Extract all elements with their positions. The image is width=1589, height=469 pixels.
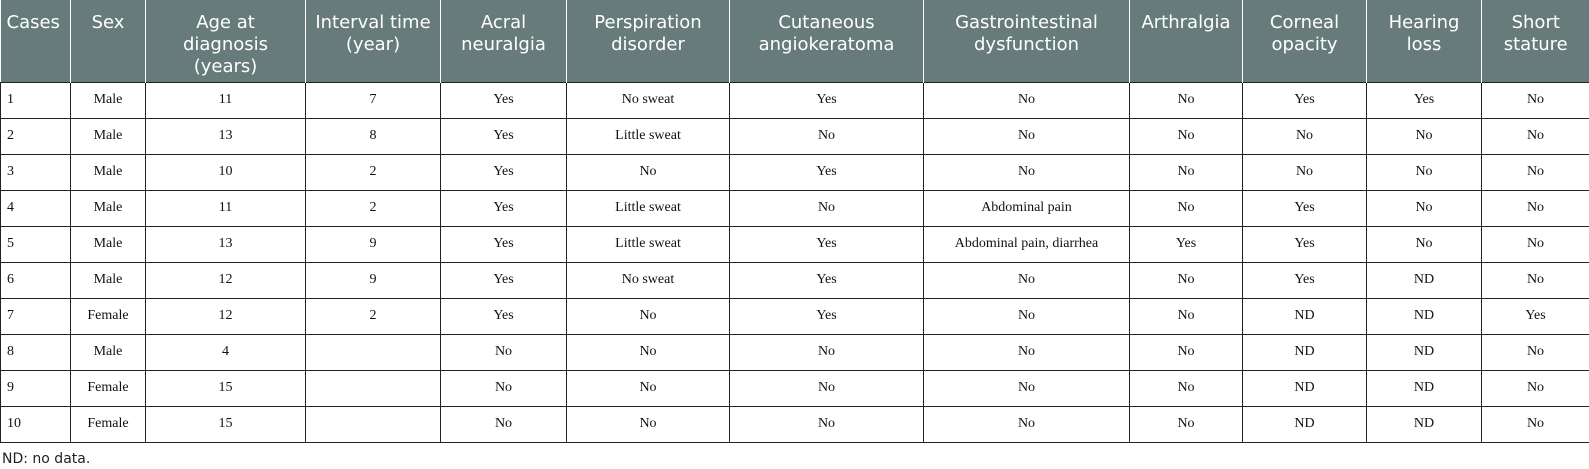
table-cell: ND (1367, 262, 1482, 298)
table-cell: No (924, 262, 1130, 298)
table-cell: No (1482, 334, 1589, 370)
table-row (1, 190, 1589, 226)
table-cell: 2 (306, 190, 441, 226)
column-header: Hearing loss (1367, 0, 1482, 82)
table-cell: Female (71, 298, 146, 334)
table-cell: ND (1243, 370, 1367, 406)
table-cell: Yes (441, 118, 567, 154)
table-cell: 8 (306, 118, 441, 154)
table-cell: No sweat (567, 262, 730, 298)
table-cell: Male (71, 262, 146, 298)
table-cell: ND (1367, 406, 1482, 442)
table-cell: Yes (1243, 226, 1367, 262)
table-cell: 5 (1, 226, 71, 262)
table-cell: Yes (1367, 82, 1482, 118)
table-cell: No (1243, 154, 1367, 190)
table-cell: No (924, 154, 1130, 190)
table-cell: No (730, 190, 924, 226)
table-cell: No (1130, 406, 1243, 442)
table-cell: 9 (1, 370, 71, 406)
table-cell: No (441, 334, 567, 370)
table-cell (306, 406, 441, 442)
table-cell: No (441, 370, 567, 406)
table-cell: Abdominal pain (924, 190, 1130, 226)
table-cell: Yes (1243, 82, 1367, 118)
table-cell: 4 (1, 190, 71, 226)
table-row (1, 370, 1589, 406)
table-cell: 7 (1, 298, 71, 334)
column-header: Corneal opacity (1243, 0, 1367, 82)
header-row (1, 0, 1589, 82)
table-cell: No (1367, 190, 1482, 226)
table-cell: No (1482, 118, 1589, 154)
table-cell: ND (1367, 298, 1482, 334)
table-cell: 9 (306, 226, 441, 262)
table-cell: No (924, 370, 1130, 406)
table-cell: No (1482, 82, 1589, 118)
column-header: Age at diagnosis (years) (146, 0, 306, 82)
table-cell: 4 (146, 334, 306, 370)
table-row (1, 82, 1589, 118)
table-cell: Yes (730, 82, 924, 118)
table-cell: No (1130, 82, 1243, 118)
table-cell: Abdominal pain, diarrhea (924, 226, 1130, 262)
table-footnote: ND: no data. (2, 451, 91, 467)
table-cell: No (1367, 118, 1482, 154)
table-row (1, 226, 1589, 262)
column-header: Gastrointestinal dysfunction (924, 0, 1130, 82)
table-cell: Yes (730, 298, 924, 334)
table-cell: Little sweat (567, 118, 730, 154)
table-cell: No (1130, 262, 1243, 298)
table-header (1, 0, 1589, 82)
table-cell: 15 (146, 406, 306, 442)
table-cell: ND (1367, 370, 1482, 406)
table-cell: Yes (441, 226, 567, 262)
table-cell: Little sweat (567, 226, 730, 262)
table-cell: No (1482, 190, 1589, 226)
table-cell: 7 (306, 82, 441, 118)
table-cell: No (1482, 406, 1589, 442)
table-cell: 11 (146, 82, 306, 118)
table-cell: No sweat (567, 82, 730, 118)
table-cell: No (1367, 226, 1482, 262)
table-cell: No (1482, 370, 1589, 406)
table-cell: No (1130, 118, 1243, 154)
table-cell: No (567, 154, 730, 190)
table-cell: 12 (146, 262, 306, 298)
table-cell: Yes (1243, 262, 1367, 298)
table-cell: Yes (1243, 190, 1367, 226)
table-cell: ND (1243, 406, 1367, 442)
table-cell: No (730, 406, 924, 442)
table-cell: 1 (1, 82, 71, 118)
table-cell: No (924, 406, 1130, 442)
table-cell: Yes (441, 82, 567, 118)
table-cell: 13 (146, 118, 306, 154)
table-cell: Male (71, 226, 146, 262)
table-row (1, 154, 1589, 190)
table-cell: No (730, 334, 924, 370)
column-header: Interval time (year) (306, 0, 441, 82)
table-cell: 3 (1, 154, 71, 190)
table-cell: No (1482, 226, 1589, 262)
table-cell: Yes (1482, 298, 1589, 334)
table-cell: No (567, 334, 730, 370)
table-row (1, 334, 1589, 370)
table-cell: Yes (730, 262, 924, 298)
table-cell: 12 (146, 298, 306, 334)
table-cell: No (924, 298, 1130, 334)
table-cell: 9 (306, 262, 441, 298)
table-cell: No (1130, 190, 1243, 226)
table-cell: No (1130, 298, 1243, 334)
table-cell: No (1482, 262, 1589, 298)
table-row (1, 118, 1589, 154)
table-cell: 2 (1, 118, 71, 154)
table-cell: No (567, 370, 730, 406)
table-cell: No (924, 118, 1130, 154)
table-cell: No (730, 118, 924, 154)
table-cell: No (1130, 154, 1243, 190)
table-cell: Yes (441, 262, 567, 298)
table-cell: Yes (730, 226, 924, 262)
table-cell: Male (71, 190, 146, 226)
table-cell: No (567, 298, 730, 334)
table-body (1, 82, 1589, 442)
table-cell: Yes (441, 154, 567, 190)
table-cell: Female (71, 370, 146, 406)
table-cell: Female (71, 406, 146, 442)
table-cell: 15 (146, 370, 306, 406)
column-header: Arthralgia (1130, 0, 1243, 82)
table-cell: Male (71, 82, 146, 118)
table-cell: No (924, 82, 1130, 118)
column-header: Perspiration disorder (567, 0, 730, 82)
table-cell: No (1130, 334, 1243, 370)
table-cell (306, 334, 441, 370)
column-header: Short stature (1482, 0, 1589, 82)
table-row (1, 262, 1589, 298)
table-cell: No (441, 406, 567, 442)
table-cell: Little sweat (567, 190, 730, 226)
table-cell: No (1367, 154, 1482, 190)
table-cell: Yes (730, 154, 924, 190)
table-cell (306, 370, 441, 406)
table-cell: Male (71, 154, 146, 190)
table-cell: No (1130, 370, 1243, 406)
table-row (1, 406, 1589, 442)
column-header: Cutaneous angiokeratoma (730, 0, 924, 82)
table-row (1, 298, 1589, 334)
table-cell: 8 (1, 334, 71, 370)
table-cell: No (1243, 118, 1367, 154)
table-cell: ND (1243, 298, 1367, 334)
table-cell: Yes (1130, 226, 1243, 262)
table-cell: Yes (441, 298, 567, 334)
table-cell: 10 (146, 154, 306, 190)
table-cell: No (924, 334, 1130, 370)
table-cell: 6 (1, 262, 71, 298)
table-cell: 2 (306, 154, 441, 190)
column-header: Cases (1, 0, 71, 82)
table-cell: ND (1367, 334, 1482, 370)
table-cell: 2 (306, 298, 441, 334)
table-cell: 13 (146, 226, 306, 262)
table-cell: Yes (441, 190, 567, 226)
table-cell: No (730, 370, 924, 406)
table-cell: Male (71, 118, 146, 154)
table-cell: No (567, 406, 730, 442)
table-cell: No (1482, 154, 1589, 190)
table-cell: Male (71, 334, 146, 370)
column-header: Sex (71, 0, 146, 82)
table-cell: 10 (1, 406, 71, 442)
column-header: Acral neuralgia (441, 0, 567, 82)
table-cell: ND (1243, 334, 1367, 370)
table-cell: 11 (146, 190, 306, 226)
